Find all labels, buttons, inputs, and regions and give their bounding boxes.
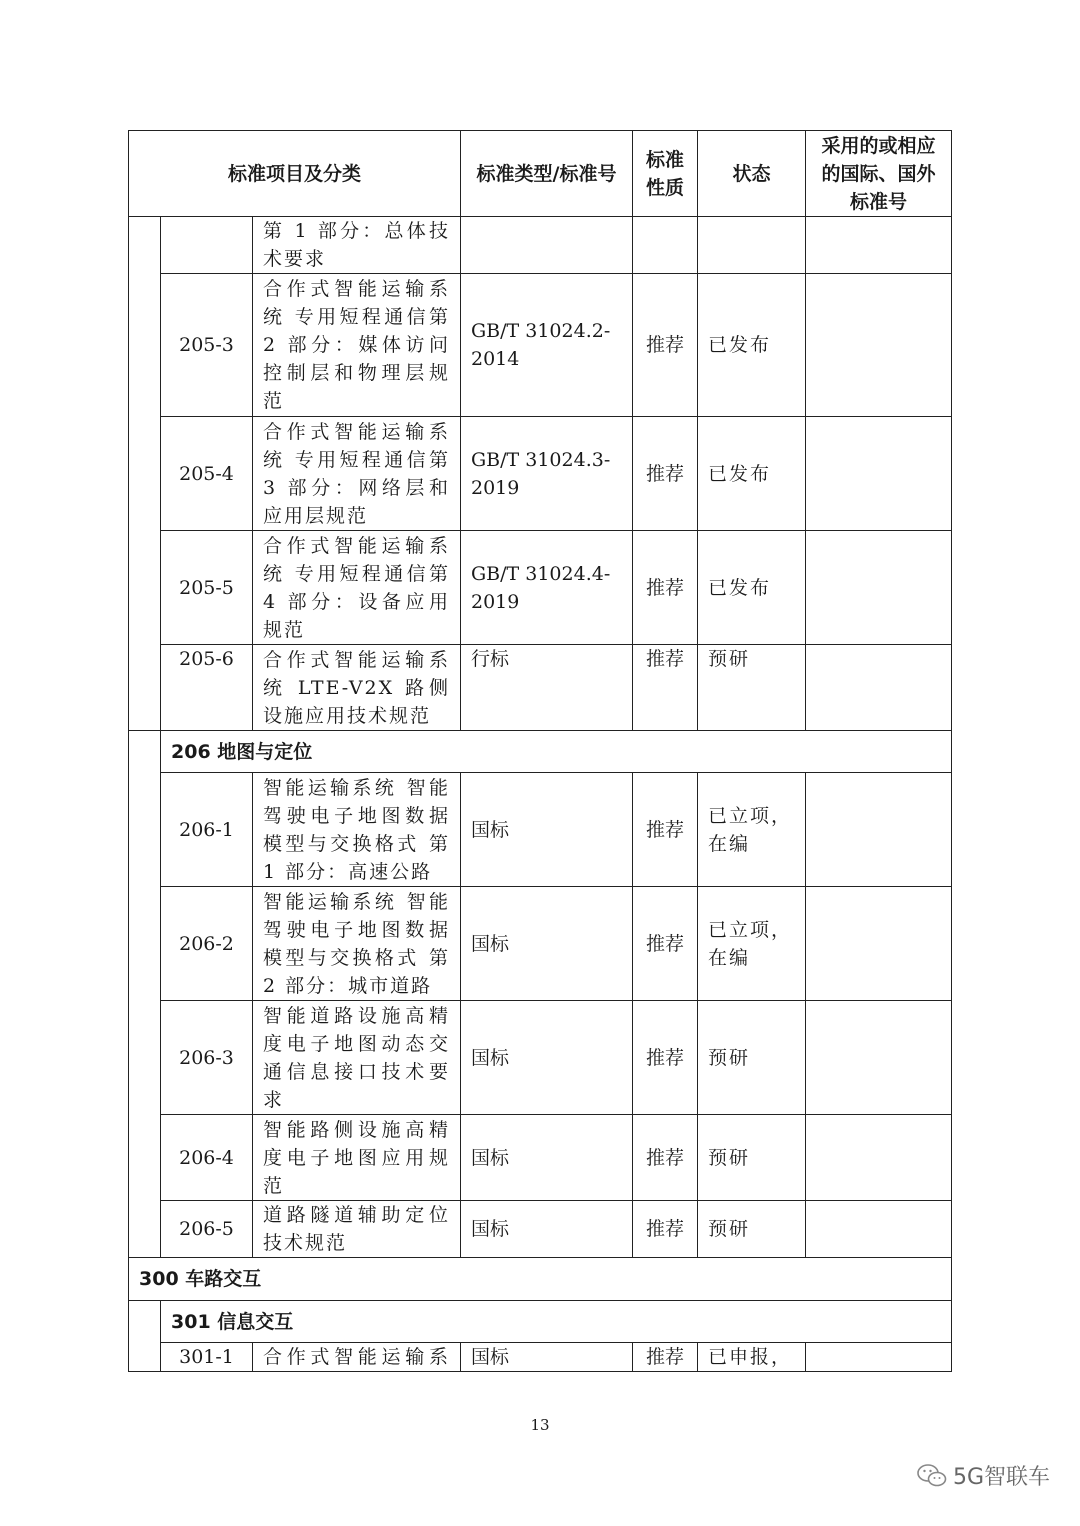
section-row [129,1301,952,1343]
row-intl [806,1115,952,1201]
row-type: GB/T 31024.3-2019 [461,417,633,531]
row-status: 已立项，在编 [698,887,806,1001]
row-status: 预研 [698,1115,806,1201]
indent-cell [129,217,161,731]
indent-cell [129,1301,161,1372]
row-status: 已申报， [698,1343,806,1372]
table-row [129,773,952,887]
row-intl [806,1343,952,1372]
row-intl [806,217,952,274]
row-nature: 推荐 [633,887,698,1001]
watermark-text: 5G智联车 [952,1465,1050,1490]
section-title: 301 信息交互 [161,1301,952,1343]
indent-cell [129,731,161,1258]
section-title: 206 地图与定位 [161,731,952,773]
table-row [129,417,952,531]
table-row [129,1115,952,1201]
table-row [129,1001,952,1115]
row-intl [806,1001,952,1115]
header-status: 状态 [698,131,806,217]
row-nature: 推荐 [633,274,698,417]
row-code: 205-5 [161,531,253,645]
row-status: 已发布 [698,417,806,531]
row-type [461,217,633,274]
row-nature: 推荐 [633,773,698,887]
row-type: 国标 [461,773,633,887]
row-name: 智能运输系统 智能驾驶电子地图数据模型与交换格式 第 1 部分：高速公路 [253,773,461,887]
row-code: 206-5 [161,1201,253,1258]
row-status: 已立项，在编 [698,773,806,887]
table-row [129,1201,952,1258]
row-name: 合作式智能运输系统 LTE-V2X 路侧设施应用技术规范 [253,645,461,731]
row-type: GB/T 31024.4-2019 [461,531,633,645]
row-nature: 推荐 [633,1115,698,1201]
standards-table [128,130,952,1372]
row-intl [806,417,952,531]
row-nature: 推荐 [633,1343,698,1372]
header-type: 标准类型/标准号 [461,131,633,217]
row-nature: 推荐 [633,645,698,731]
row-status: 预研 [698,1201,806,1258]
row-code: 206-4 [161,1115,253,1201]
row-nature: 推荐 [633,1001,698,1115]
row-intl [806,531,952,645]
row-type: 国标 [461,1201,633,1258]
row-name: 合作式智能运输系统 专用短程通信第 4 部分：设备应用规范 [253,531,461,645]
table-row [129,645,952,731]
row-status: 预研 [698,1001,806,1115]
row-nature: 推荐 [633,1201,698,1258]
wechat-icon [917,1463,947,1489]
table-row [129,217,952,274]
row-status: 已发布 [698,531,806,645]
row-code [161,217,253,274]
row-status: 预研 [698,645,806,731]
row-type: 国标 [461,1343,633,1372]
row-name: 智能路侧设施高精度电子地图应用规范 [253,1115,461,1201]
row-name: 第 1 部分：总体技术要求 [253,217,461,274]
row-code: 206-2 [161,887,253,1001]
row-status: 已发布 [698,274,806,417]
row-intl [806,645,952,731]
row-code: 205-6 [161,645,253,731]
row-status [698,217,806,274]
row-code: 205-4 [161,417,253,531]
section-row [129,731,952,773]
row-type: GB/T 31024.2-2014 [461,274,633,417]
header-intl: 采用的或相应的国际、国外标准号 [806,131,952,217]
table-row [129,887,952,1001]
table-row [129,1343,952,1372]
table-row [129,531,952,645]
section-row [129,1258,952,1301]
row-nature [633,217,698,274]
row-type: 行标 [461,645,633,731]
row-intl [806,773,952,887]
header-nature: 标准性质 [633,131,698,217]
table-header-row [129,131,952,217]
row-name: 智能运输系统 智能驾驶电子地图数据模型与交换格式 第 2 部分：城市道路 [253,887,461,1001]
row-name: 道路隧道辅助定位技术规范 [253,1201,461,1258]
row-name: 合作式智能运输系 [253,1343,461,1372]
row-name: 合作式智能运输系统 专用短程通信第 2 部分：媒体访问控制层和物理层规范 [253,274,461,417]
row-type: 国标 [461,887,633,1001]
row-type: 国标 [461,1001,633,1115]
row-code: 205-3 [161,274,253,417]
watermark [917,1460,1050,1491]
header-item: 标准项目及分类 [129,131,461,217]
section-title: 300 车路交互 [129,1258,952,1301]
row-nature: 推荐 [633,417,698,531]
row-code: 206-3 [161,1001,253,1115]
row-intl [806,1201,952,1258]
row-code: 301-1 [161,1343,253,1372]
row-name: 智能道路设施高精度电子地图动态交通信息接口技术要求 [253,1001,461,1115]
table-row [129,274,952,417]
page-number: 13 [530,1416,550,1434]
row-intl [806,274,952,417]
row-name: 合作式智能运输系统 专用短程通信第 3 部分：网络层和应用层规范 [253,417,461,531]
row-code: 206-1 [161,773,253,887]
row-intl [806,887,952,1001]
row-type: 国标 [461,1115,633,1201]
row-nature: 推荐 [633,531,698,645]
